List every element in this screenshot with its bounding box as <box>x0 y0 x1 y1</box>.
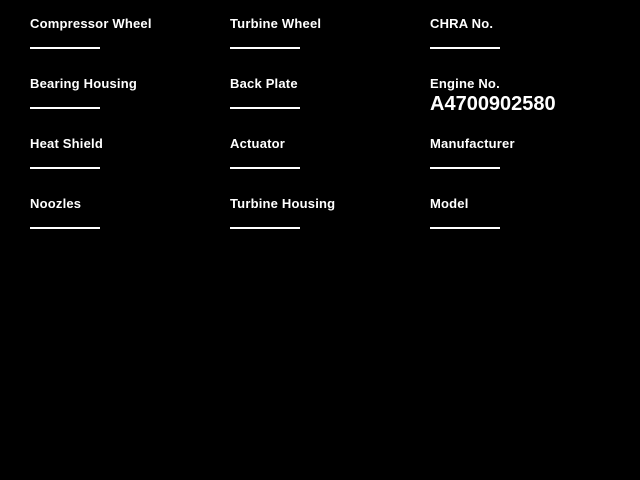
model-label: Model <box>430 196 469 211</box>
field-bearing-housing <box>30 76 230 136</box>
chra-no-label: CHRA No. <box>430 16 494 31</box>
chra-no-input-line[interactable] <box>430 47 500 49</box>
turbine-wheel-label: Turbine Wheel <box>230 16 322 31</box>
field-actuator <box>230 136 430 196</box>
field-engine-no <box>430 76 630 136</box>
field-turbine-wheel <box>230 16 430 76</box>
field-compressor-wheel <box>30 16 230 76</box>
heat-shield-label: Heat Shield <box>30 136 103 151</box>
field-heat-shield <box>30 136 230 196</box>
compressor-wheel-input-line[interactable] <box>30 47 100 49</box>
form-column-3 <box>430 16 630 256</box>
turbine-housing-label: Turbine Housing <box>230 196 336 211</box>
noozles-input-line[interactable] <box>30 227 100 229</box>
field-turbine-housing <box>230 196 430 256</box>
compressor-wheel-label: Compressor Wheel <box>30 16 152 31</box>
field-noozles <box>30 196 230 256</box>
turbine-wheel-input-line[interactable] <box>230 47 300 49</box>
heat-shield-input-line[interactable] <box>30 167 100 169</box>
turbine-housing-input-line[interactable] <box>230 227 300 229</box>
field-chra-no <box>430 16 630 76</box>
actuator-input-line[interactable] <box>230 167 300 169</box>
noozles-label: Noozles <box>30 196 82 211</box>
engine-no-label: Engine No. <box>430 76 500 91</box>
engine-no-value[interactable]: A4700902580 <box>430 93 556 115</box>
model-input-line[interactable] <box>430 227 500 229</box>
back-plate-label: Back Plate <box>230 76 298 91</box>
form-column-2 <box>230 16 430 256</box>
actuator-label: Actuator <box>230 136 286 151</box>
manufacturer-input-line[interactable] <box>430 167 500 169</box>
field-manufacturer <box>430 136 630 196</box>
form-column-1 <box>30 16 230 256</box>
back-plate-input-line[interactable] <box>230 107 300 109</box>
manufacturer-label: Manufacturer <box>430 136 515 151</box>
bearing-housing-label: Bearing Housing <box>30 76 138 91</box>
bearing-housing-input-line[interactable] <box>30 107 100 109</box>
field-model <box>430 196 630 256</box>
field-back-plate <box>230 76 430 136</box>
